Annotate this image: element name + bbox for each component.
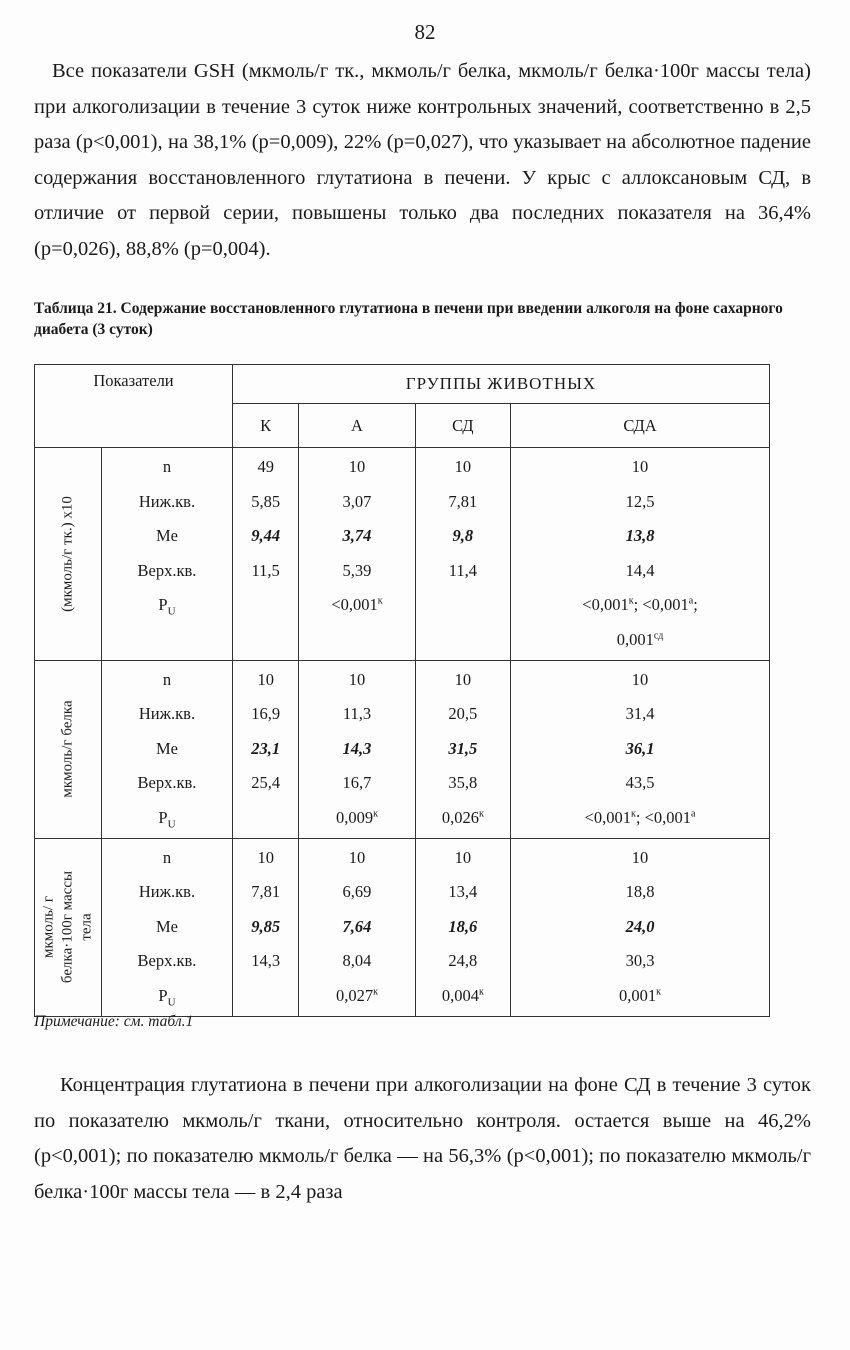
value-pu: $0,009^к$ [335,807,378,827]
indicator-label: n [162,669,172,689]
group-header: СД [415,404,511,448]
indicator-labels [102,660,233,838]
value-n: 10 [257,669,274,689]
group-values-СД [415,448,511,661]
group-values-К [233,448,299,661]
unit-label-line: мкмоль/ г [40,896,57,959]
value-pu [233,588,298,623]
value-high: 8,04 [342,951,372,971]
value-pu [233,801,298,836]
value-me: 9,44 [251,526,281,546]
value-me: 36,1 [625,738,655,758]
value-pu: $<0,001^к$; $<0,001^а$ [584,807,696,827]
value-me: 14,3 [342,738,372,758]
glutathione-table [34,364,770,1017]
table-block-row [35,660,770,838]
table-block-row [35,448,770,661]
group-values-К [233,838,299,1016]
value-n: 10 [348,847,366,867]
indicator-label: n [162,847,172,867]
value-low: 16,9 [251,704,281,724]
unit-group-label [35,660,102,838]
indicator-label: n [162,457,172,476]
value-me: 18,6 [448,916,478,936]
value-high: 14,3 [251,951,281,971]
paragraph-bottom: Концентрация глутатиона в печени при алкоголизации на фоне СД в течение 3 суток по показателю мкмоль/г ткани, относительно контроля. остается выше на 46,2% (р<0,001); по показателю мкмоль/г белка — на 56,3% (р<0,001); по показателю мкмоль/г белка·100г массы тела — в 2,4 раза [34,1074,811,1203]
group-values-СДА [511,448,770,661]
value-n: 10 [454,457,472,476]
value-n: 10 [257,847,274,867]
value-me: 9,85 [251,916,281,936]
value-me: 24,0 [625,916,655,936]
value-low: 31,4 [625,704,655,724]
unit-label-line: (мкмоль/г тк.) х10 [59,495,76,612]
indicator-label: Верх.кв. [137,951,197,971]
value-n: 49 [257,457,274,476]
value-me: 13,8 [625,526,655,546]
header-groups: ГРУППЫ ЖИВОТНЫХ [233,365,770,404]
value-n: 10 [631,457,649,476]
value-pu: $<0,001^к$; $<0,001^а$; [582,595,698,615]
value-me: 9,8 [452,526,474,546]
value-n: 10 [631,669,649,689]
indicator-label: Верх.кв. [137,773,197,793]
value-high: 5,39 [342,560,372,580]
value-pu [416,588,511,623]
value-high: 11,5 [251,560,280,580]
group-header: К [233,404,299,448]
group-values-СД [415,660,511,838]
group-values-А [299,660,415,838]
value-pu: $0,027^к$ [335,985,378,1005]
value-n: 10 [454,669,472,689]
value-n: 10 [631,847,649,867]
group-values-СДА [511,660,770,838]
unit-group-label [35,838,102,1016]
table-note: Примечание: см. табл.1 [34,1013,194,1030]
indicator-label-pu: $P_U$ [158,595,176,618]
value-low: 7,81 [448,491,478,511]
unit-label-line: тела [78,913,95,941]
value-high: 30,3 [625,951,655,971]
value-low: 6,69 [342,882,372,902]
value-low: 5,85 [251,491,281,511]
value-me: 3,74 [342,526,372,546]
indicator-label-pu: $P_U$ [158,985,176,1009]
value-n: 10 [454,847,472,867]
value-high: 14,4 [625,560,655,580]
indicator-label: Ниж.кв. [138,704,196,724]
value-high: 16,7 [342,773,372,793]
value-low: 7,81 [251,882,281,902]
group-values-А [299,448,415,661]
value-high: 25,4 [251,773,281,793]
group-values-СД [415,838,511,1016]
value-low: 13,4 [448,882,478,902]
value-me: 23,1 [251,738,281,758]
value-n: 10 [348,669,366,689]
indicator-label: Ниж.кв. [138,491,196,511]
value-n: 10 [348,457,366,476]
table-block-row [35,838,770,1016]
unit-label-line: мкмоль/г белка [59,700,76,798]
table-body [35,448,770,1017]
indicator-label: Me [156,738,178,758]
value-high: 11,4 [448,560,477,580]
value-high: 24,8 [448,951,478,971]
value-pu-line2: $0,001^{сд}$ [616,629,664,649]
value-me: 7,64 [342,916,372,936]
group-values-К [233,660,299,838]
group-header: А [299,404,415,448]
value-low: 3,07 [342,491,372,511]
indicator-label: Me [156,526,178,546]
page-number: 82 [414,20,436,44]
value-pu: $<0,001^к$ [331,595,383,615]
value-pu [233,979,298,1014]
indicator-label: Ниж.кв. [138,882,196,902]
value-low: 12,5 [625,491,655,511]
header-indicators: Показатели [35,365,233,448]
unit-label-line: белка·100г массы [59,871,76,984]
value-high: 35,8 [448,773,478,793]
value-low: 20,5 [448,704,478,724]
group-values-А [299,838,415,1016]
indicator-labels [102,448,233,661]
value-pu: $0,004^к$ [441,985,484,1005]
group-values-СДА [511,838,770,1016]
indicator-labels [102,838,233,1016]
table-caption: Таблица 21. Содержание восстановленного глутатиона в печени при введении алкоголя на фоне сахарного диабета (3 суток) [34,300,783,338]
value-pu: $0,026^к$ [441,807,484,827]
value-me: 31,5 [448,738,478,758]
value-low: 11,3 [342,704,372,724]
indicator-label: Верх.кв. [137,560,197,580]
value-high: 43,5 [625,773,655,793]
unit-group-label [35,448,102,661]
value-pu: $0,001^к$ [619,985,662,1005]
indicator-label-pu: $P_U$ [158,807,176,831]
paragraph-top: Все показатели GSH (мкмоль/г тк., мкмоль/г белка, мкмоль/г белка·100г массы тела) при алкоголизации в течение 3 суток ниже контрольных значений, соответственно в 2,5 раза (р<0,001), на 38,1% (р=0,009), 22% (р=0,027), что указывает на абсолютное падение содержания восстановленного глутатиона в печени. У крыс с аллоксановым СД, в отличие от первой серии, повышены только два последних показателя на 36,4% (р=0,026), 88,8% (р=0,004). [34,60,811,260]
group-header: СДА [511,404,770,448]
indicator-label: Me [156,916,178,936]
value-low: 18,8 [625,882,655,902]
